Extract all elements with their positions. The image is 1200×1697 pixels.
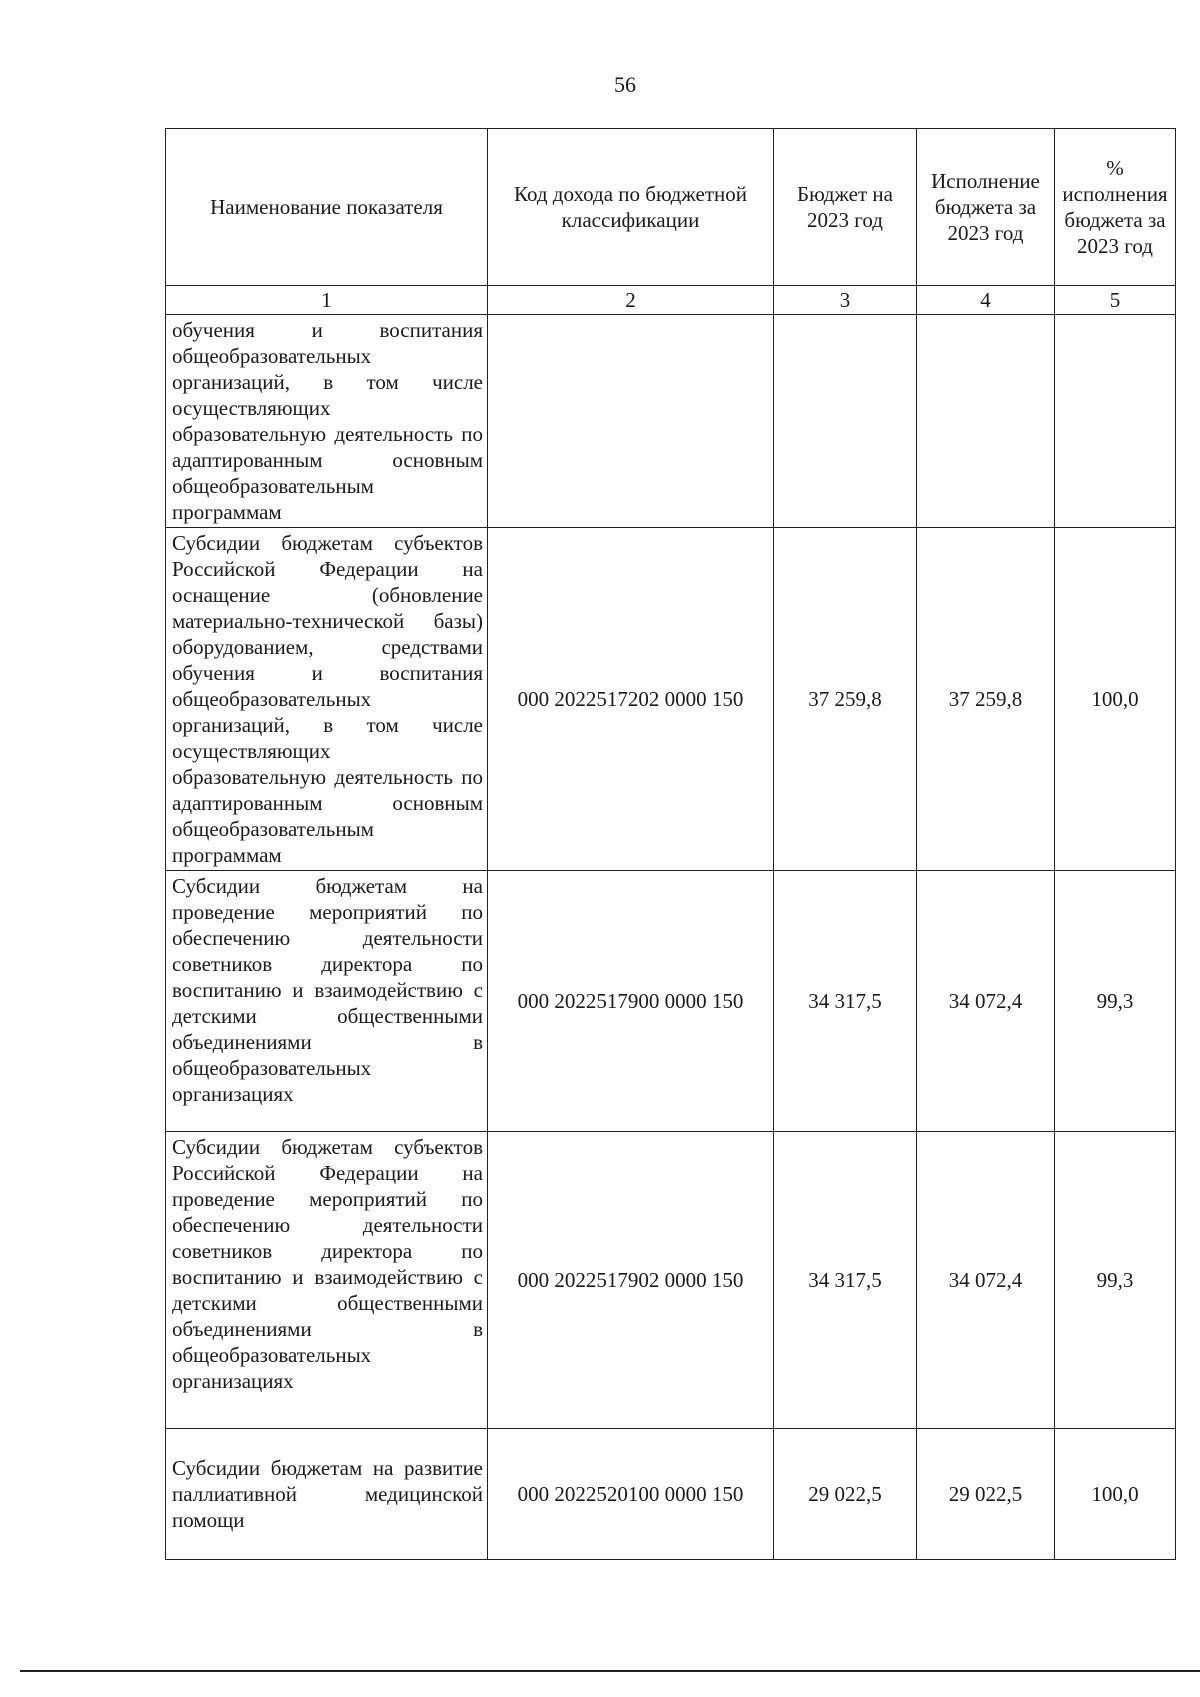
row-code	[488, 315, 774, 528]
row-percent: 99,3	[1055, 871, 1176, 1132]
column-number-row	[166, 286, 1176, 315]
budget-execution-table	[165, 128, 1176, 1560]
row-code: 000 2022517900 0000 150	[488, 871, 774, 1132]
row-name: Субсидии бюджетам субъектов Российской Федерации на проведение мероприятий по обеспечению деятельности советников директора по воспитанию и взаимодействию с детскими общественными объединениями в общеобразовательных организациях	[166, 1132, 488, 1429]
row-code: 000 2022520100 0000 150	[488, 1429, 774, 1560]
row-name: обучения и воспитания общеобразовательных организаций, в том числе осуществляющих образовательную деятельность по адаптированным основным общеобразовательным программам	[166, 315, 488, 528]
column-number: 5	[1055, 286, 1176, 315]
row-name: Субсидии бюджетам субъектов Российской Федерации на оснащение (обновление материально-технической базы) оборудованием, средствами обучения и воспитания общеобразовательных организаций, в том числе осуществляющих образовательную деятельность по адаптированным основным общеобразовательным программам	[166, 528, 488, 871]
row-name: Субсидии бюджетам на проведение мероприятий по обеспечению деятельности советников директора по воспитанию и взаимодействию с детскими общественными объединениями в общеобразовательных организациях	[166, 871, 488, 1132]
table-row	[166, 871, 1176, 1132]
row-budget	[774, 315, 917, 528]
column-number: 4	[917, 286, 1055, 315]
row-execution: 34 072,4	[917, 871, 1055, 1132]
column-number: 2	[488, 286, 774, 315]
row-code: 000 2022517202 0000 150	[488, 528, 774, 871]
table-row	[166, 315, 1176, 528]
row-name: Субсидии бюджетам на развитие паллиативной медицинской помощи	[166, 1429, 488, 1560]
row-execution: 37 259,8	[917, 528, 1055, 871]
row-budget: 37 259,8	[774, 528, 917, 871]
row-percent: 99,3	[1055, 1132, 1176, 1429]
header-execution: Исполнение бюджета за 2023 год	[917, 129, 1055, 286]
row-percent	[1055, 315, 1176, 528]
header-code: Код дохода по бюджетной классификации	[488, 129, 774, 286]
row-execution	[917, 315, 1055, 528]
column-number: 1	[166, 286, 488, 315]
page-number: 56	[614, 72, 636, 97]
header-percent: % исполнения бюджета за 2023 год	[1055, 129, 1176, 286]
header-budget: Бюджет на 2023 год	[774, 129, 917, 286]
row-execution: 34 072,4	[917, 1132, 1055, 1429]
row-percent: 100,0	[1055, 528, 1176, 871]
row-percent: 100,0	[1055, 1429, 1176, 1560]
table-header-row	[166, 129, 1176, 286]
table-row	[166, 528, 1176, 871]
row-budget: 29 022,5	[774, 1429, 917, 1560]
column-number: 3	[774, 286, 917, 315]
table-row	[166, 1429, 1176, 1560]
row-budget: 34 317,5	[774, 871, 917, 1132]
row-execution: 29 022,5	[917, 1429, 1055, 1560]
footer-divider	[20, 1670, 1200, 1672]
row-budget: 34 317,5	[774, 1132, 917, 1429]
row-code: 000 2022517902 0000 150	[488, 1132, 774, 1429]
table-row	[166, 1132, 1176, 1429]
header-name: Наименование показателя	[166, 129, 488, 286]
